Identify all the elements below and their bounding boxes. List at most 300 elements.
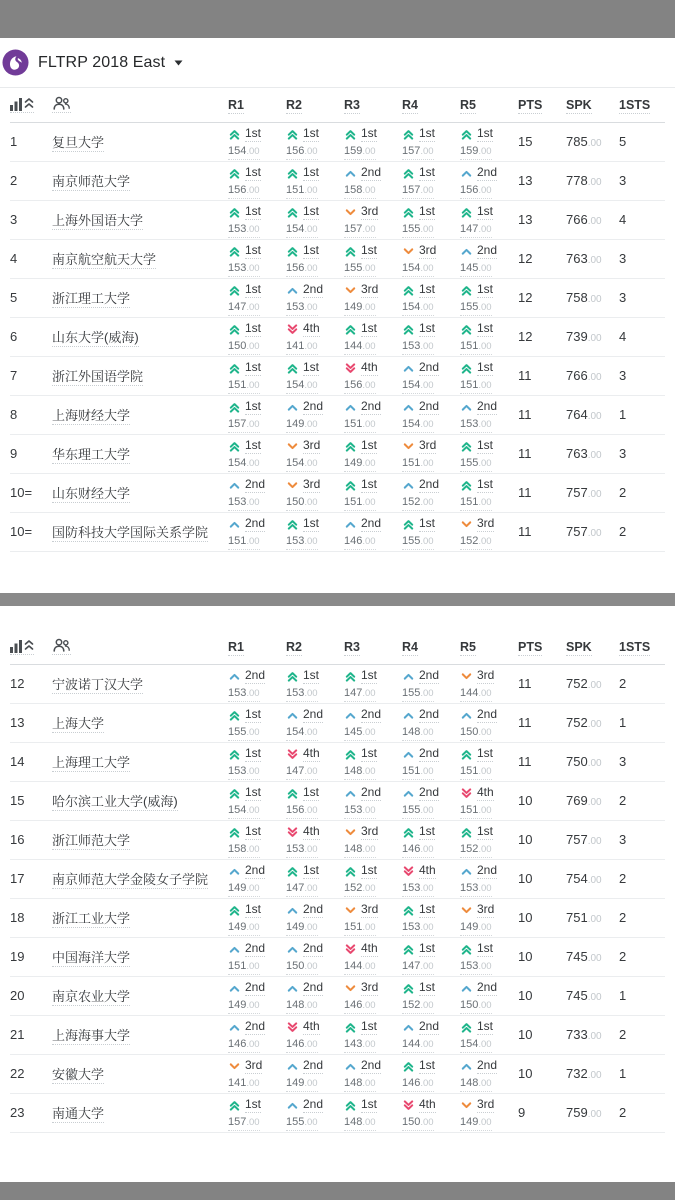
team-name-link[interactable]: 山东财经大学	[52, 486, 131, 501]
round-score-value	[228, 761, 260, 780]
score-int: 141	[228, 1076, 247, 1089]
team-cell	[52, 713, 228, 733]
place-line	[286, 400, 344, 415]
speaks-value: 752	[566, 715, 588, 730]
round-score-value	[402, 414, 434, 433]
score-int: 152	[460, 842, 479, 855]
place-line	[402, 1098, 460, 1113]
round-result-r2	[286, 747, 344, 778]
round-result-r1	[228, 361, 286, 392]
speaks-value: 757	[566, 485, 588, 500]
speaks-value: 763	[566, 251, 588, 266]
place-label: 3rd	[361, 901, 379, 916]
speaks-decimal: .00	[587, 680, 602, 691]
standings-row	[10, 435, 665, 474]
score-dec: .00	[478, 340, 492, 352]
chevrons-up-1st-icon	[402, 982, 415, 995]
place-label: 1st	[419, 940, 436, 955]
place-label: 2nd	[419, 784, 440, 799]
points-cell	[518, 1104, 566, 1122]
column-header-pts[interactable]: PTS	[518, 640, 543, 654]
round-score	[286, 1037, 344, 1051]
round-score	[228, 881, 286, 895]
round-result-r3	[344, 439, 402, 470]
place-line	[460, 1098, 518, 1113]
tournament-logo-icon[interactable]	[2, 49, 29, 76]
firsts-value: 2	[619, 871, 627, 886]
place-line	[460, 786, 518, 801]
rank-cell	[10, 1065, 52, 1083]
round-score-value	[344, 1112, 376, 1131]
team-name-link[interactable]: 宁波诺丁汉大学	[52, 677, 144, 692]
round-score-value	[286, 800, 318, 819]
round-score	[460, 725, 518, 739]
column-header-spk[interactable]: SPK	[566, 98, 592, 112]
firsts-cell	[619, 675, 665, 693]
round-result-r5	[460, 708, 518, 739]
place-line	[286, 283, 344, 298]
round-score-value	[228, 414, 260, 433]
score-dec: .00	[246, 687, 260, 699]
speaks-value: 751	[566, 910, 588, 925]
round-score	[344, 1115, 402, 1129]
rank-cell	[10, 172, 52, 190]
team-name-link[interactable]: 南京师范大学	[52, 174, 131, 189]
place-label: 2nd	[303, 706, 324, 721]
place-line	[460, 1059, 518, 1074]
team-name-link[interactable]: 哈尔滨工业大学(威海)	[52, 794, 178, 809]
round-result-r1	[228, 439, 286, 470]
speaks-decimal: .00	[587, 1109, 602, 1120]
place-label: 1st	[245, 125, 262, 140]
score-dec: .00	[362, 921, 376, 933]
round-score	[286, 144, 344, 158]
standings-row	[10, 1055, 665, 1094]
rank-cell	[10, 523, 52, 541]
score-int: 143	[344, 1037, 363, 1050]
score-dec: .00	[246, 804, 260, 816]
score-dec: .00	[478, 726, 492, 738]
round-score-value	[228, 917, 260, 936]
place-line	[344, 825, 402, 840]
column-header-r1[interactable]: R1	[228, 640, 244, 654]
round-score-value	[286, 141, 318, 160]
round-score	[286, 261, 344, 275]
place-label: 1st	[361, 667, 378, 682]
round-result-r1	[228, 825, 286, 856]
round-score-value	[402, 722, 434, 741]
team-name-link[interactable]: 中国海洋大学	[52, 950, 131, 965]
chevrons-up-1st-icon	[344, 323, 357, 336]
standings-row	[10, 938, 665, 977]
points-cell	[518, 133, 566, 151]
round-score-value	[460, 1112, 492, 1131]
score-int: 148	[402, 725, 421, 738]
firsts-cell	[619, 484, 665, 502]
round-score	[228, 456, 286, 470]
chevrons-up-1st-icon	[344, 865, 357, 878]
chevrons-down-4th-icon	[344, 362, 357, 375]
round-score	[228, 261, 286, 275]
score-int: 154	[402, 300, 421, 313]
score-dec: .00	[478, 379, 492, 391]
chevron-down-3rd-icon	[460, 1099, 473, 1112]
place-line	[344, 127, 402, 142]
speaks-value: 758	[566, 290, 588, 305]
column-header-r1[interactable]: R1	[228, 98, 244, 112]
chevrons-up-1st-icon	[228, 206, 241, 219]
spacer	[0, 552, 675, 593]
team-name-link[interactable]: 浙江外国语学院	[52, 369, 144, 384]
round-score-value	[228, 1073, 260, 1092]
chevrons-up-1st-icon	[286, 865, 299, 878]
round-score-value	[228, 1112, 260, 1131]
team-name-link[interactable]: 南京农业大学	[52, 989, 131, 1004]
round-score	[286, 1115, 344, 1129]
score-int: 152	[344, 881, 363, 894]
round-result-r2	[286, 825, 344, 856]
team-name-link[interactable]: 上海海事大学	[52, 1028, 131, 1043]
team-column-header[interactable]	[52, 638, 228, 656]
firsts-value: 3	[619, 832, 627, 847]
place-line	[286, 864, 344, 879]
score-dec: .00	[246, 1116, 260, 1128]
round-result-r5	[460, 283, 518, 314]
score-int: 147	[344, 686, 363, 699]
score-dec: .00	[304, 301, 318, 313]
points-cell	[518, 870, 566, 888]
round-score	[344, 144, 402, 158]
score-int: 152	[460, 534, 479, 547]
round-score	[344, 803, 402, 817]
score-dec: .00	[362, 765, 376, 777]
round-score	[460, 881, 518, 895]
place-line	[344, 166, 402, 181]
round-score-value	[286, 878, 318, 897]
rank-cell	[10, 1104, 52, 1122]
speaks-value: 764	[566, 407, 588, 422]
chevrons-up-1st-icon	[228, 787, 241, 800]
round-result-r3	[344, 361, 402, 392]
points-cell	[518, 367, 566, 385]
column-header-r3[interactable]: R3	[344, 98, 360, 112]
round-score-value	[286, 917, 318, 936]
chevron-up-2nd-icon	[228, 479, 241, 492]
dropdown-caret-icon[interactable]	[174, 60, 183, 66]
round-score	[286, 534, 344, 548]
team-name-link[interactable]: 上海理工大学	[52, 755, 131, 770]
round-result-r1	[228, 903, 286, 934]
rank-column-header[interactable]	[10, 96, 52, 114]
round-score-value	[228, 722, 260, 741]
round-score	[228, 842, 286, 856]
score-int: 155	[402, 222, 421, 235]
round-score	[460, 417, 518, 431]
score-dec: .00	[362, 457, 376, 469]
round-result-r2	[286, 1020, 344, 1051]
standings-row	[10, 899, 665, 938]
team-name-link[interactable]: 山东大学(威海)	[52, 330, 139, 345]
speaks-decimal: .00	[587, 255, 602, 266]
column-header-r4[interactable]: R4	[402, 640, 418, 654]
score-dec: .00	[478, 262, 492, 274]
round-result-r1	[228, 400, 286, 431]
team-name-link[interactable]: 安徽大学	[52, 1067, 105, 1082]
points-value: 10	[518, 832, 533, 847]
score-int: 148	[460, 1076, 479, 1089]
score-dec: .00	[362, 496, 376, 508]
tournament-header	[0, 38, 675, 88]
place-line	[228, 1020, 286, 1035]
place-label: 2nd	[419, 476, 440, 491]
score-dec: .00	[246, 379, 260, 391]
chevron-up-2nd-icon	[344, 709, 357, 722]
standings-table-1	[0, 88, 675, 552]
rank-value: 16	[10, 832, 25, 847]
round-result-r3	[344, 283, 402, 314]
round-score-value	[460, 839, 492, 858]
round-result-r1	[228, 1098, 286, 1129]
score-dec: .00	[304, 999, 318, 1011]
place-line	[286, 825, 344, 840]
chevron-down-3rd-icon	[344, 284, 357, 297]
column-header-r5[interactable]: R5	[460, 640, 476, 654]
score-dec: .00	[304, 184, 318, 196]
place-label: 1st	[361, 1018, 378, 1033]
round-score	[460, 144, 518, 158]
rank-value: 12	[10, 676, 25, 691]
column-header-spk[interactable]: SPK	[566, 640, 592, 654]
team-column-header[interactable]	[52, 96, 228, 114]
place-label: 1st	[361, 320, 378, 335]
place-line	[460, 669, 518, 684]
column-header-r4[interactable]: R4	[402, 98, 418, 112]
chevrons-up-1st-icon	[228, 1099, 241, 1112]
rank-cell	[10, 328, 52, 346]
score-int: 154	[286, 378, 305, 391]
team-name-link[interactable]: 浙江工业大学	[52, 911, 131, 926]
chevrons-up-1st-icon	[460, 943, 473, 956]
team-name-link[interactable]: 上海外国语大学	[52, 213, 144, 228]
place-line	[344, 708, 402, 723]
round-score	[228, 378, 286, 392]
rank-value: 3	[10, 212, 18, 227]
rank-cell	[10, 367, 52, 385]
speaks-cell	[566, 792, 619, 810]
chevrons-up-1st-icon	[228, 748, 241, 761]
points-value: 11	[518, 407, 532, 422]
place-label: 1st	[477, 281, 494, 296]
points-value: 10	[518, 793, 533, 808]
round-score	[344, 881, 402, 895]
round-score-value	[344, 414, 376, 433]
score-int: 146	[402, 842, 421, 855]
round-result-r4	[402, 439, 460, 470]
team-name-link[interactable]: 南通大学	[52, 1106, 105, 1121]
score-int: 154	[402, 378, 421, 391]
round-result-r4	[402, 903, 460, 934]
standings-row	[10, 704, 665, 743]
team-name-link[interactable]: 上海大学	[52, 716, 105, 731]
round-score	[402, 920, 460, 934]
column-header-r5[interactable]: R5	[460, 98, 476, 112]
place-label: 1st	[245, 823, 262, 838]
firsts-value: 2	[619, 1027, 627, 1042]
score-dec: .00	[362, 340, 376, 352]
score-dec: .00	[478, 765, 492, 777]
team-cell	[52, 908, 228, 928]
column-header-1sts[interactable]: 1STS	[619, 98, 651, 112]
score-dec: .00	[420, 960, 434, 972]
points-cell	[518, 753, 566, 771]
round-score-value	[228, 956, 260, 975]
speaks-cell	[566, 406, 619, 424]
round-score-value	[344, 839, 376, 858]
place-label: 3rd	[419, 242, 437, 257]
chevrons-up-1st-icon	[286, 245, 299, 258]
column-header-r2[interactable]: R2	[286, 98, 302, 112]
score-dec: .00	[304, 496, 318, 508]
rank-value: 17	[10, 871, 25, 886]
round-score	[228, 686, 286, 700]
score-dec: .00	[246, 882, 260, 894]
score-dec: .00	[304, 418, 318, 430]
column-header-pts[interactable]: PTS	[518, 98, 543, 112]
team-name-link[interactable]: 国防科技大学国际关系学院	[52, 525, 209, 540]
firsts-cell	[619, 987, 665, 1005]
round-score-value	[286, 297, 318, 316]
place-line	[228, 669, 286, 684]
round-score	[228, 339, 286, 353]
score-dec: .00	[362, 223, 376, 235]
place-line	[402, 903, 460, 918]
round-result-r2	[286, 400, 344, 431]
speaks-decimal: .00	[587, 992, 602, 1003]
score-dec: .00	[362, 1038, 376, 1050]
chevrons-up-1st-icon	[460, 748, 473, 761]
chevron-up-2nd-icon	[286, 1060, 299, 1073]
teams-icon	[52, 96, 71, 113]
place-label: 1st	[245, 745, 262, 760]
rank-value: 1	[10, 134, 18, 149]
round-result-r1	[228, 322, 286, 353]
rank-cell	[10, 870, 52, 888]
place-label: 2nd	[303, 398, 324, 413]
standings-row	[10, 782, 665, 821]
rank-value: 23	[10, 1105, 25, 1120]
place-label: 2nd	[361, 784, 382, 799]
score-int: 146	[286, 1037, 305, 1050]
place-label: 1st	[245, 320, 262, 335]
round-score-value	[402, 336, 434, 355]
round-result-r2	[286, 478, 344, 509]
score-dec: .00	[478, 418, 492, 430]
score-int: 154	[228, 803, 247, 816]
score-int: 155	[402, 686, 421, 699]
score-int: 154	[286, 725, 305, 738]
round-score	[460, 261, 518, 275]
round-result-r4	[402, 825, 460, 856]
place-label: 1st	[245, 901, 262, 916]
place-line	[402, 127, 460, 142]
team-name-link[interactable]: 南京航空航天大学	[52, 252, 157, 267]
chevrons-up-1st-icon	[460, 128, 473, 141]
round-result-r3	[344, 669, 402, 700]
place-label: 4th	[361, 940, 378, 955]
place-label: 1st	[245, 281, 262, 296]
column-header-r3[interactable]: R3	[344, 640, 360, 654]
points-value: 11	[518, 368, 532, 383]
place-label: 2nd	[303, 1096, 324, 1111]
speaks-cell	[566, 714, 619, 732]
place-label: 2nd	[419, 359, 440, 374]
place-line	[228, 166, 286, 181]
column-header-1sts[interactable]: 1STS	[619, 640, 651, 654]
place-line	[228, 786, 286, 801]
chevron-down-3rd-icon	[460, 904, 473, 917]
round-score-value	[228, 800, 260, 819]
score-int: 148	[344, 764, 363, 777]
place-label: 2nd	[303, 901, 324, 916]
place-label: 2nd	[361, 398, 382, 413]
team-name-link[interactable]: 南京师范大学金陵女子学院	[52, 872, 209, 887]
score-dec: .00	[304, 1077, 318, 1089]
place-label: 3rd	[245, 1057, 263, 1072]
standings-row	[10, 318, 665, 357]
team-name-link[interactable]: 华东理工大学	[52, 447, 131, 462]
score-dec: .00	[362, 882, 376, 894]
score-int: 150	[460, 998, 479, 1011]
score-dec: .00	[246, 223, 260, 235]
team-name-link[interactable]: 复旦大学	[52, 135, 105, 150]
chevron-up-2nd-icon	[228, 1021, 241, 1034]
score-int: 151	[460, 339, 479, 352]
column-header-r2[interactable]: R2	[286, 640, 302, 654]
firsts-cell	[619, 211, 665, 229]
place-label: 2nd	[245, 1018, 266, 1033]
round-score	[228, 1076, 286, 1090]
place-line	[228, 478, 286, 493]
team-name-link[interactable]: 浙江理工大学	[52, 291, 131, 306]
place-label: 1st	[477, 476, 494, 491]
round-result-r5	[460, 903, 518, 934]
round-result-r2	[286, 864, 344, 895]
place-label: 1st	[303, 515, 320, 530]
place-label: 1st	[245, 203, 262, 218]
team-name-link[interactable]: 上海财经大学	[52, 408, 131, 423]
chevrons-up-1st-icon	[402, 943, 415, 956]
round-result-r1	[228, 942, 286, 973]
team-cell	[52, 444, 228, 464]
rank-column-header[interactable]	[10, 638, 52, 656]
team-name-link[interactable]: 浙江师范大学	[52, 833, 131, 848]
place-label: 2nd	[477, 398, 498, 413]
round-score	[286, 842, 344, 856]
place-line	[460, 903, 518, 918]
round-score-value	[460, 180, 492, 199]
place-line	[402, 1059, 460, 1074]
round-score-value	[344, 1034, 376, 1053]
round-score-value	[402, 761, 434, 780]
place-line	[344, 244, 402, 259]
speaks-value: 766	[566, 368, 588, 383]
standings-header-row	[10, 630, 665, 665]
place-line	[286, 1059, 344, 1074]
score-dec: .00	[420, 804, 434, 816]
team-cell	[52, 791, 228, 811]
place-label: 3rd	[477, 515, 495, 530]
score-int: 153	[286, 300, 305, 313]
